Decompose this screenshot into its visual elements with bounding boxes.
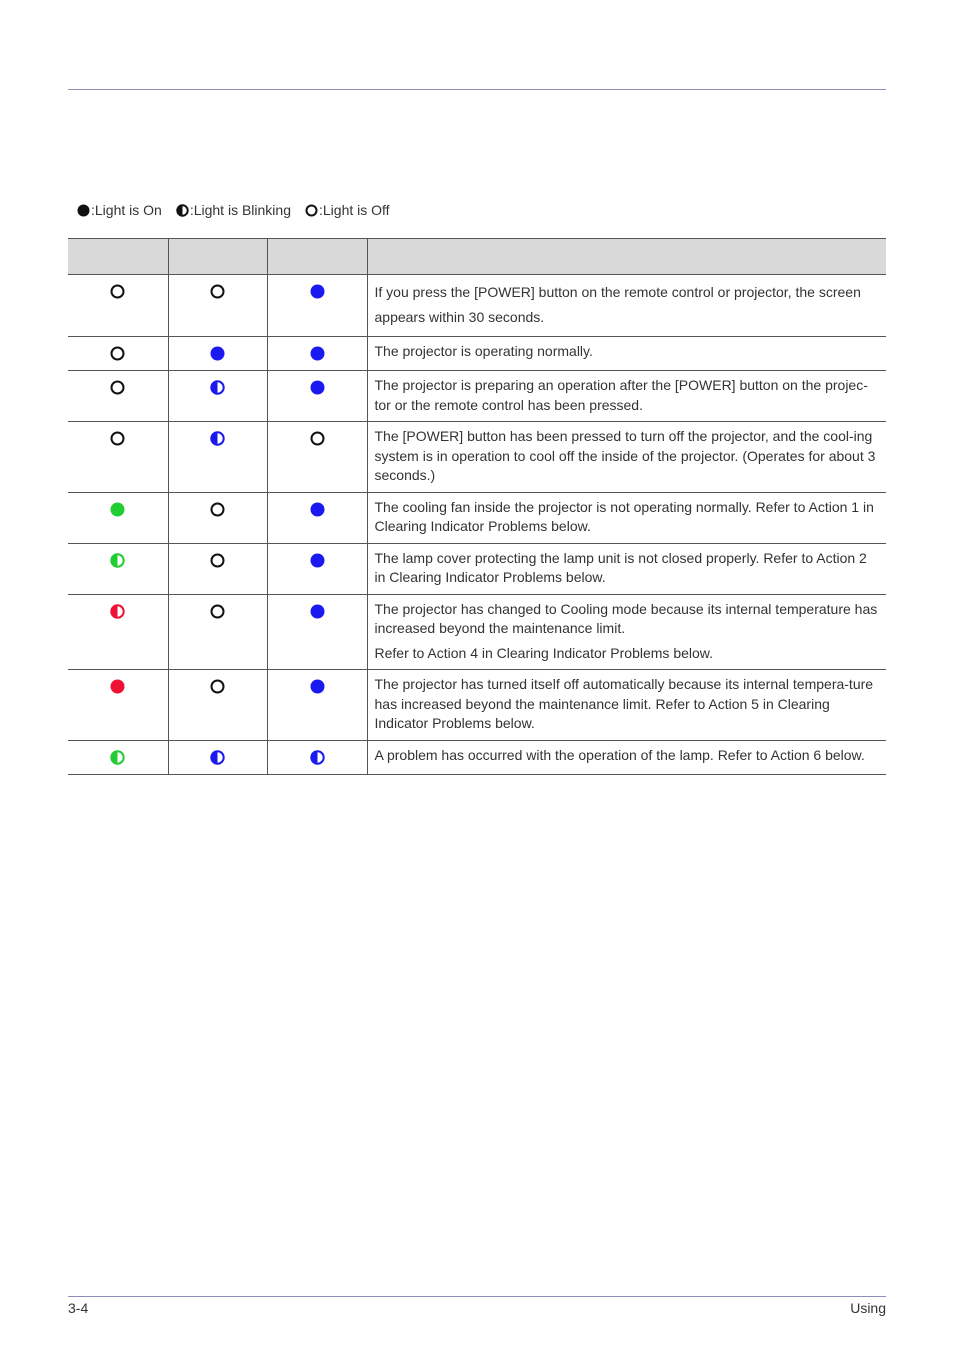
indicator-cell — [168, 371, 267, 422]
indicator-cell — [267, 371, 367, 422]
footer-rule — [68, 1296, 886, 1297]
legend-item-on — [77, 202, 162, 218]
table-header-cell — [367, 239, 886, 275]
description-text: The projector has changed to Cooling mode because its internal temperature has increased beyond the maintenance limit. — [374, 600, 878, 636]
led-on-icon — [77, 204, 90, 217]
led-off-icon — [110, 346, 125, 361]
indicator-cell — [267, 492, 367, 543]
led-on-icon — [310, 284, 325, 299]
legend-label: :Light is Blinking — [189, 202, 291, 218]
table-header-row — [68, 239, 886, 275]
led-on-icon — [110, 502, 125, 517]
led-blinking-icon — [176, 204, 189, 217]
status-description — [367, 543, 886, 594]
led-off-icon — [210, 679, 225, 694]
led-on-icon — [310, 502, 325, 517]
header-rule — [68, 89, 886, 90]
table-row — [68, 740, 886, 774]
led-blinking-icon — [110, 750, 125, 765]
table-row — [68, 337, 886, 371]
led-off-icon — [310, 431, 325, 446]
table-row — [68, 275, 886, 337]
description-text: The projector is operating normally. — [374, 343, 593, 359]
led-off-icon — [210, 284, 225, 299]
indicator-status-table — [68, 238, 886, 775]
led-off-icon — [210, 502, 225, 517]
led-blinking-icon — [210, 431, 225, 446]
led-on-icon — [310, 679, 325, 694]
led-blinking-icon — [210, 380, 225, 395]
status-description — [367, 740, 886, 774]
indicator-cell — [168, 670, 267, 741]
legend-label: :Light is Off — [319, 202, 390, 218]
led-off-icon — [110, 284, 125, 299]
status-description — [367, 371, 886, 422]
table-header-cell — [68, 239, 168, 275]
led-on-icon — [310, 553, 325, 568]
table-row — [68, 492, 886, 543]
led-on-icon — [110, 679, 125, 694]
indicator-cell — [267, 275, 367, 337]
description-text: The lamp cover protecting the lamp unit is not closed properly. Refer to Action 2 in Clearing Indicator Problems below. — [374, 549, 867, 585]
indicator-cell — [267, 740, 367, 774]
led-blinking-icon — [110, 604, 125, 619]
indicator-cell — [267, 670, 367, 741]
indicator-cell — [168, 594, 267, 670]
indicator-cell — [68, 422, 168, 493]
indicator-cell — [168, 275, 267, 337]
indicator-cell — [267, 422, 367, 493]
led-on-icon — [310, 380, 325, 395]
led-off-icon — [210, 553, 225, 568]
legend-label: :Light is On — [91, 202, 162, 218]
description-text: The [POWER] button has been pressed to turn off the projector, and the cool-ing system is in operation to cool off the inside of the projector. (Operates for about 3 seconds.) — [374, 428, 876, 483]
table-header-cell — [267, 239, 367, 275]
status-description — [367, 275, 886, 337]
description-text: A problem has occurred with the operation of the lamp. Refer to Action 6 below. — [374, 746, 865, 763]
description-text: The projector has turned itself off automatically because its internal tempera-ture has increased beyond the maintenance limit. Refer to Action 5 in Clearing Indicator Problems below. — [374, 676, 874, 731]
indicator-cell — [168, 337, 267, 371]
led-off-icon — [305, 204, 318, 217]
table-row — [68, 594, 886, 670]
status-description — [367, 337, 886, 371]
indicator-cell — [267, 543, 367, 594]
indicator-cell — [68, 275, 168, 337]
legend-item-blink — [176, 202, 291, 218]
led-blinking-icon — [310, 750, 325, 765]
indicator-cell — [267, 594, 367, 670]
indicator-cell — [168, 740, 267, 774]
led-blinking-icon — [110, 553, 125, 568]
indicator-legend — [77, 202, 404, 218]
description-text: The projector is preparing an operation after the [POWER] button on the projec-tor or the remote control has been pressed. — [374, 377, 868, 413]
indicator-cell — [68, 543, 168, 594]
page-number: 3-4 — [68, 1300, 89, 1316]
legend-item-off — [305, 202, 390, 218]
led-on-icon — [310, 604, 325, 619]
status-description — [367, 670, 886, 741]
indicator-cell — [168, 543, 267, 594]
table-header-cell — [168, 239, 267, 275]
table-row — [68, 371, 886, 422]
indicator-cell — [168, 422, 267, 493]
indicator-cell — [68, 492, 168, 543]
indicator-cell — [267, 337, 367, 371]
table-row — [68, 670, 886, 741]
status-description — [367, 594, 886, 670]
indicator-cell — [68, 670, 168, 741]
led-off-icon — [110, 431, 125, 446]
table-row — [68, 543, 886, 594]
led-on-icon — [210, 346, 225, 361]
status-description — [367, 422, 886, 493]
indicator-cell — [68, 594, 168, 670]
status-description — [367, 492, 886, 543]
led-blinking-icon — [210, 750, 225, 765]
indicator-cell — [68, 337, 168, 371]
led-on-icon — [310, 346, 325, 361]
table-row — [68, 422, 886, 493]
led-off-icon — [110, 380, 125, 395]
indicator-cell — [68, 740, 168, 774]
indicator-cell — [68, 371, 168, 422]
description-text: The cooling fan inside the projector is not operating normally. Refer to Action 1 in Clearing Indicator Problems below. — [374, 498, 874, 534]
section-name: Using — [850, 1300, 886, 1316]
led-off-icon — [210, 604, 225, 619]
indicator-cell — [168, 492, 267, 543]
description-text: Refer to Action 4 in Clearing Indicator Problems below. — [374, 644, 714, 661]
description-text: If you press the [POWER] button on the remote control or projector, the screen appears within 30 seconds. — [374, 284, 861, 325]
